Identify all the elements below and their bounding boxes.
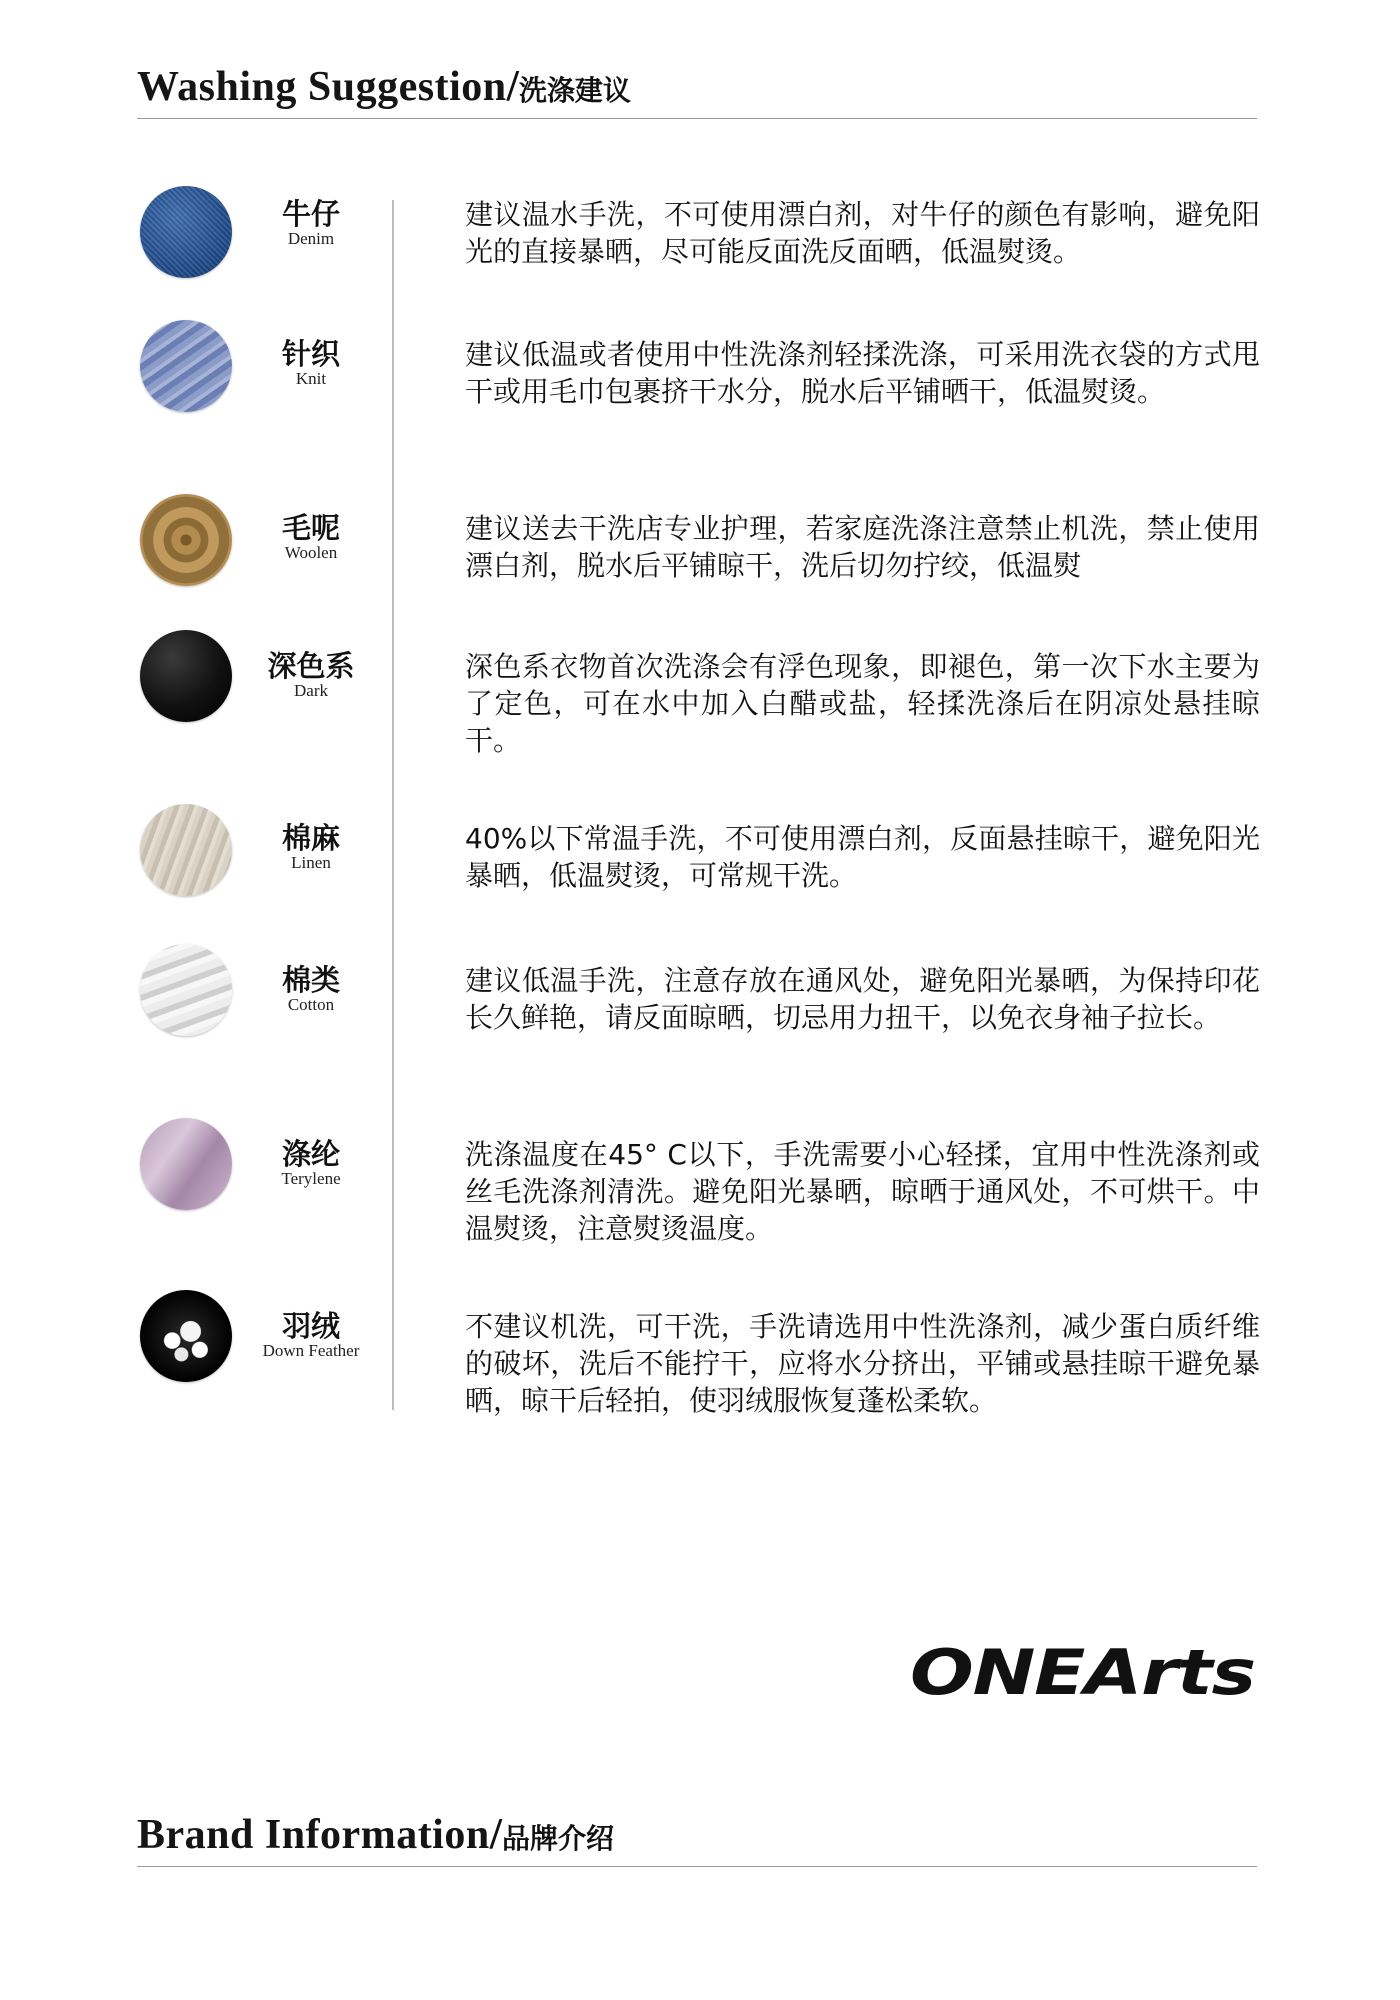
linen-swatch-icon	[140, 804, 232, 896]
denim-swatch-icon	[140, 186, 232, 278]
title-cn: 洗涤建议	[518, 74, 631, 107]
fabric-care-text: 建议温水手洗，不可使用漂白剂，对牛仔的颜色有影响，避免阳光的直接暴晒，尽可能反面洗反面晒，低温熨烫。	[465, 198, 1260, 268]
title-slash: /	[506, 61, 519, 110]
cotton-swatch-icon	[140, 944, 232, 1036]
fabric-name-en: Cotton	[287, 995, 335, 1014]
woolen-swatch-icon	[140, 494, 232, 586]
fabric-name-en: Woolen	[284, 543, 338, 562]
fabric-label	[245, 338, 377, 388]
fabric-name-en: Knit	[295, 369, 327, 388]
logo-text: ONEArts	[910, 1636, 1255, 1709]
fabric-care-text: 40%以下常温手洗，不可使用漂白剂，反面悬挂晾干，避免阳光暴晒，低温熨烫，可常规干洗。	[465, 822, 1260, 892]
title-en: Washing Suggestion	[137, 64, 507, 110]
fabric-label	[245, 512, 377, 562]
fabric-name-cn: 毛呢	[281, 511, 340, 545]
fabric-name-en: Linen	[291, 853, 331, 872]
fabric-name-en: Denim	[287, 229, 335, 248]
vertical-divider	[392, 200, 394, 1410]
fabric-care-text: 深色系衣物首次洗涤会有浮色现象，即褪色，第一次下水主要为了定色，可在水中加入白醋或盐，轻揉洗涤后在阴凉处悬挂晾干。	[465, 650, 1260, 757]
fabric-name-cn: 棉类	[281, 963, 340, 997]
fabric-name-en: Dark	[294, 681, 328, 700]
fabric-name-cn: 针织	[281, 337, 340, 371]
terylene-swatch-icon	[140, 1118, 232, 1210]
onearts-logo	[910, 1630, 1260, 1710]
fabric-care-text: 建议低温或者使用中性洗涤剂轻揉洗涤，可采用洗衣袋的方式甩干或用毛巾包裹挤干水分，脱水后平铺晒干，低温熨烫。	[465, 338, 1260, 408]
fabric-name-cn: 深色系	[267, 649, 355, 683]
fabric-label	[245, 1310, 377, 1360]
fabric-care-text: 建议送去干洗店专业护理，若家庭洗涤注意禁止机洗，禁止使用漂白剂，脱水后平铺晾干，洗后切勿拧绞，低温熨	[465, 512, 1260, 582]
brand-information-title	[137, 1808, 1257, 1867]
fabric-care-text: 不建议机洗，可干洗，手洗请选用中性洗涤剂，减少蛋白质纤维的破坏，洗后不能拧干，应将水分挤出，平铺或悬挂晾干避免暴晒，晾干后轻拍，使羽绒服恢复蓬松柔软。	[465, 1310, 1260, 1417]
washing-suggestion-title	[137, 60, 1257, 119]
title-en: Brand Information	[137, 1812, 490, 1858]
fabric-label	[245, 198, 377, 248]
fabric-name-cn: 牛仔	[281, 197, 340, 231]
knit-swatch-icon	[140, 320, 232, 412]
down-feather-swatch-icon	[140, 1290, 232, 1382]
fabric-name-en: Down Feather	[262, 1341, 360, 1360]
title-slash: /	[489, 1809, 502, 1858]
fabric-name-cn: 棉麻	[281, 821, 340, 855]
title-cn: 品牌介绍	[501, 1822, 614, 1855]
fabric-label	[245, 650, 377, 700]
fabric-care-text: 建议低温手洗，注意存放在通风处，避免阳光暴晒，为保持印花长久鲜艳，请反面晾晒，切忌用力扭干，以免衣身袖子拉长。	[465, 964, 1260, 1034]
fabric-name-cn: 羽绒	[281, 1309, 340, 1343]
fabric-care-text: 洗涤温度在45° C以下，手洗需要小心轻揉，宜用中性洗涤剂或丝毛洗涤剂清洗。避免阳光暴晒，晾晒于通风处，不可烘干。中温熨烫，注意熨烫温度。	[465, 1138, 1260, 1245]
fabric-name-en: Terylene	[281, 1169, 341, 1188]
fabric-label	[245, 964, 377, 1014]
dark-swatch-icon	[140, 630, 232, 722]
fabric-name-cn: 涤纶	[281, 1137, 340, 1171]
fabric-label	[245, 1138, 377, 1188]
fabric-label	[245, 822, 377, 872]
